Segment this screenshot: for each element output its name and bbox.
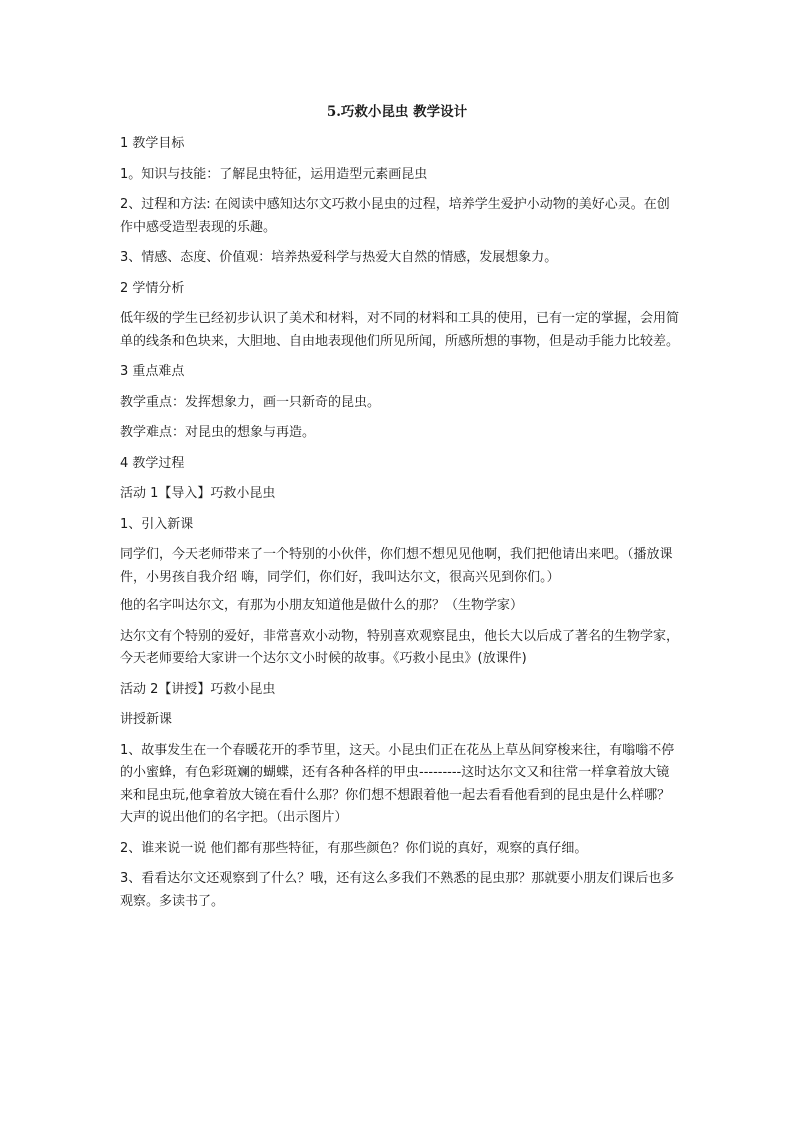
- activity-2-text-3: 3、看看达尔文还观察到了什么？哦，还有这么多我们不熟悉的昆虫那？那就要小朋友们课后也多观察。多读书了。: [120, 871, 675, 909]
- activity-1-text-3: 达尔文有个特别的爱好，非常喜欢小动物，特别喜欢观察昆虫，他长大以后成了著名的生物学家，今天老师要给大家讲一个达尔文小时候的故事。《巧救小昆虫》(放课件): [120, 628, 680, 666]
- objective-process: 2、过程和方法: 在阅读中感知达尔文巧救小昆虫的过程，培养学生爱护小动物的美好心灵。在创作中感受造型表现的乐趣。: [120, 197, 670, 235]
- difficult-point: 教学难点：对昆虫的想象与再造。: [120, 425, 316, 440]
- document-body: [120, 133, 680, 921]
- activity-1-text-1: 同学们，今天老师带来了一个特别的小伙伴，你们想不想见见他啊，我们把他请出来吧。（播放课件，小男孩自我介绍 嗨，同学们，你们好，我叫达尔文，很高兴见到你们。）: [120, 547, 673, 585]
- objective-knowledge: 1。知识与技能：了解昆虫特征，运用造型元素画昆虫: [120, 166, 428, 182]
- activity-1-heading: 活动 1【导入】巧救小昆虫: [120, 486, 276, 501]
- student-analysis-text: 低年级的学生已经初步认识了美术和材料，对不同的材料和工具的使用，已有一定的掌握，会用简单的线条和色块来，大胆地、自由地表现他们所见所闻，所感所想的事物，但是动手能力比较差。: [120, 311, 680, 349]
- key-point: 教学重点：发挥想象力，画一只新奇的昆虫。: [120, 394, 381, 410]
- activity-2-heading: 活动 2【讲授】巧救小昆虫: [120, 681, 276, 697]
- document-title: 5.巧救小昆虫 教学设计: [326, 104, 468, 120]
- activity-2-text-1: 1、故事发生在一个春暖花开的季节里，这天。小昆虫们正在花丛上草丛间穿梭来往，有嗡嗡不停的小蜜蜂，有色彩斑斓的蝴蝶，还有各种各样的甲虫---------这时达尔文又和往常一样拿着放大镜来和昆虫玩,他拿着放大镜在看什么那？你们想不想跟着他一起去看看他看到的昆虫是什么样哪？大声的说出他们的名字把。（出示图片）: [120, 742, 675, 825]
- heading-key-points: 3 重点难点: [120, 364, 185, 379]
- heading-objectives: 1 教学目标: [120, 136, 185, 151]
- activity-2-intro: 讲授新课: [120, 712, 173, 727]
- activity-2-text-2: 2、谁来说一说 他们都有那些特征，有那些颜色？你们说的真好，观察的真仔细。: [120, 840, 588, 856]
- heading-process: 4 教学过程: [120, 455, 185, 471]
- activity-1-intro: 1、引入新课: [120, 516, 194, 532]
- activity-1-text-2: 他的名字叫达尔文，有那为小朋友知道他是做什么的那？（生物学家）: [120, 598, 524, 613]
- heading-student-analysis: 2 学情分析: [120, 280, 185, 296]
- objective-emotion: 3、情感、态度、价值观：培养热爱科学与热爱大自然的情感，发展想象力。: [120, 250, 558, 265]
